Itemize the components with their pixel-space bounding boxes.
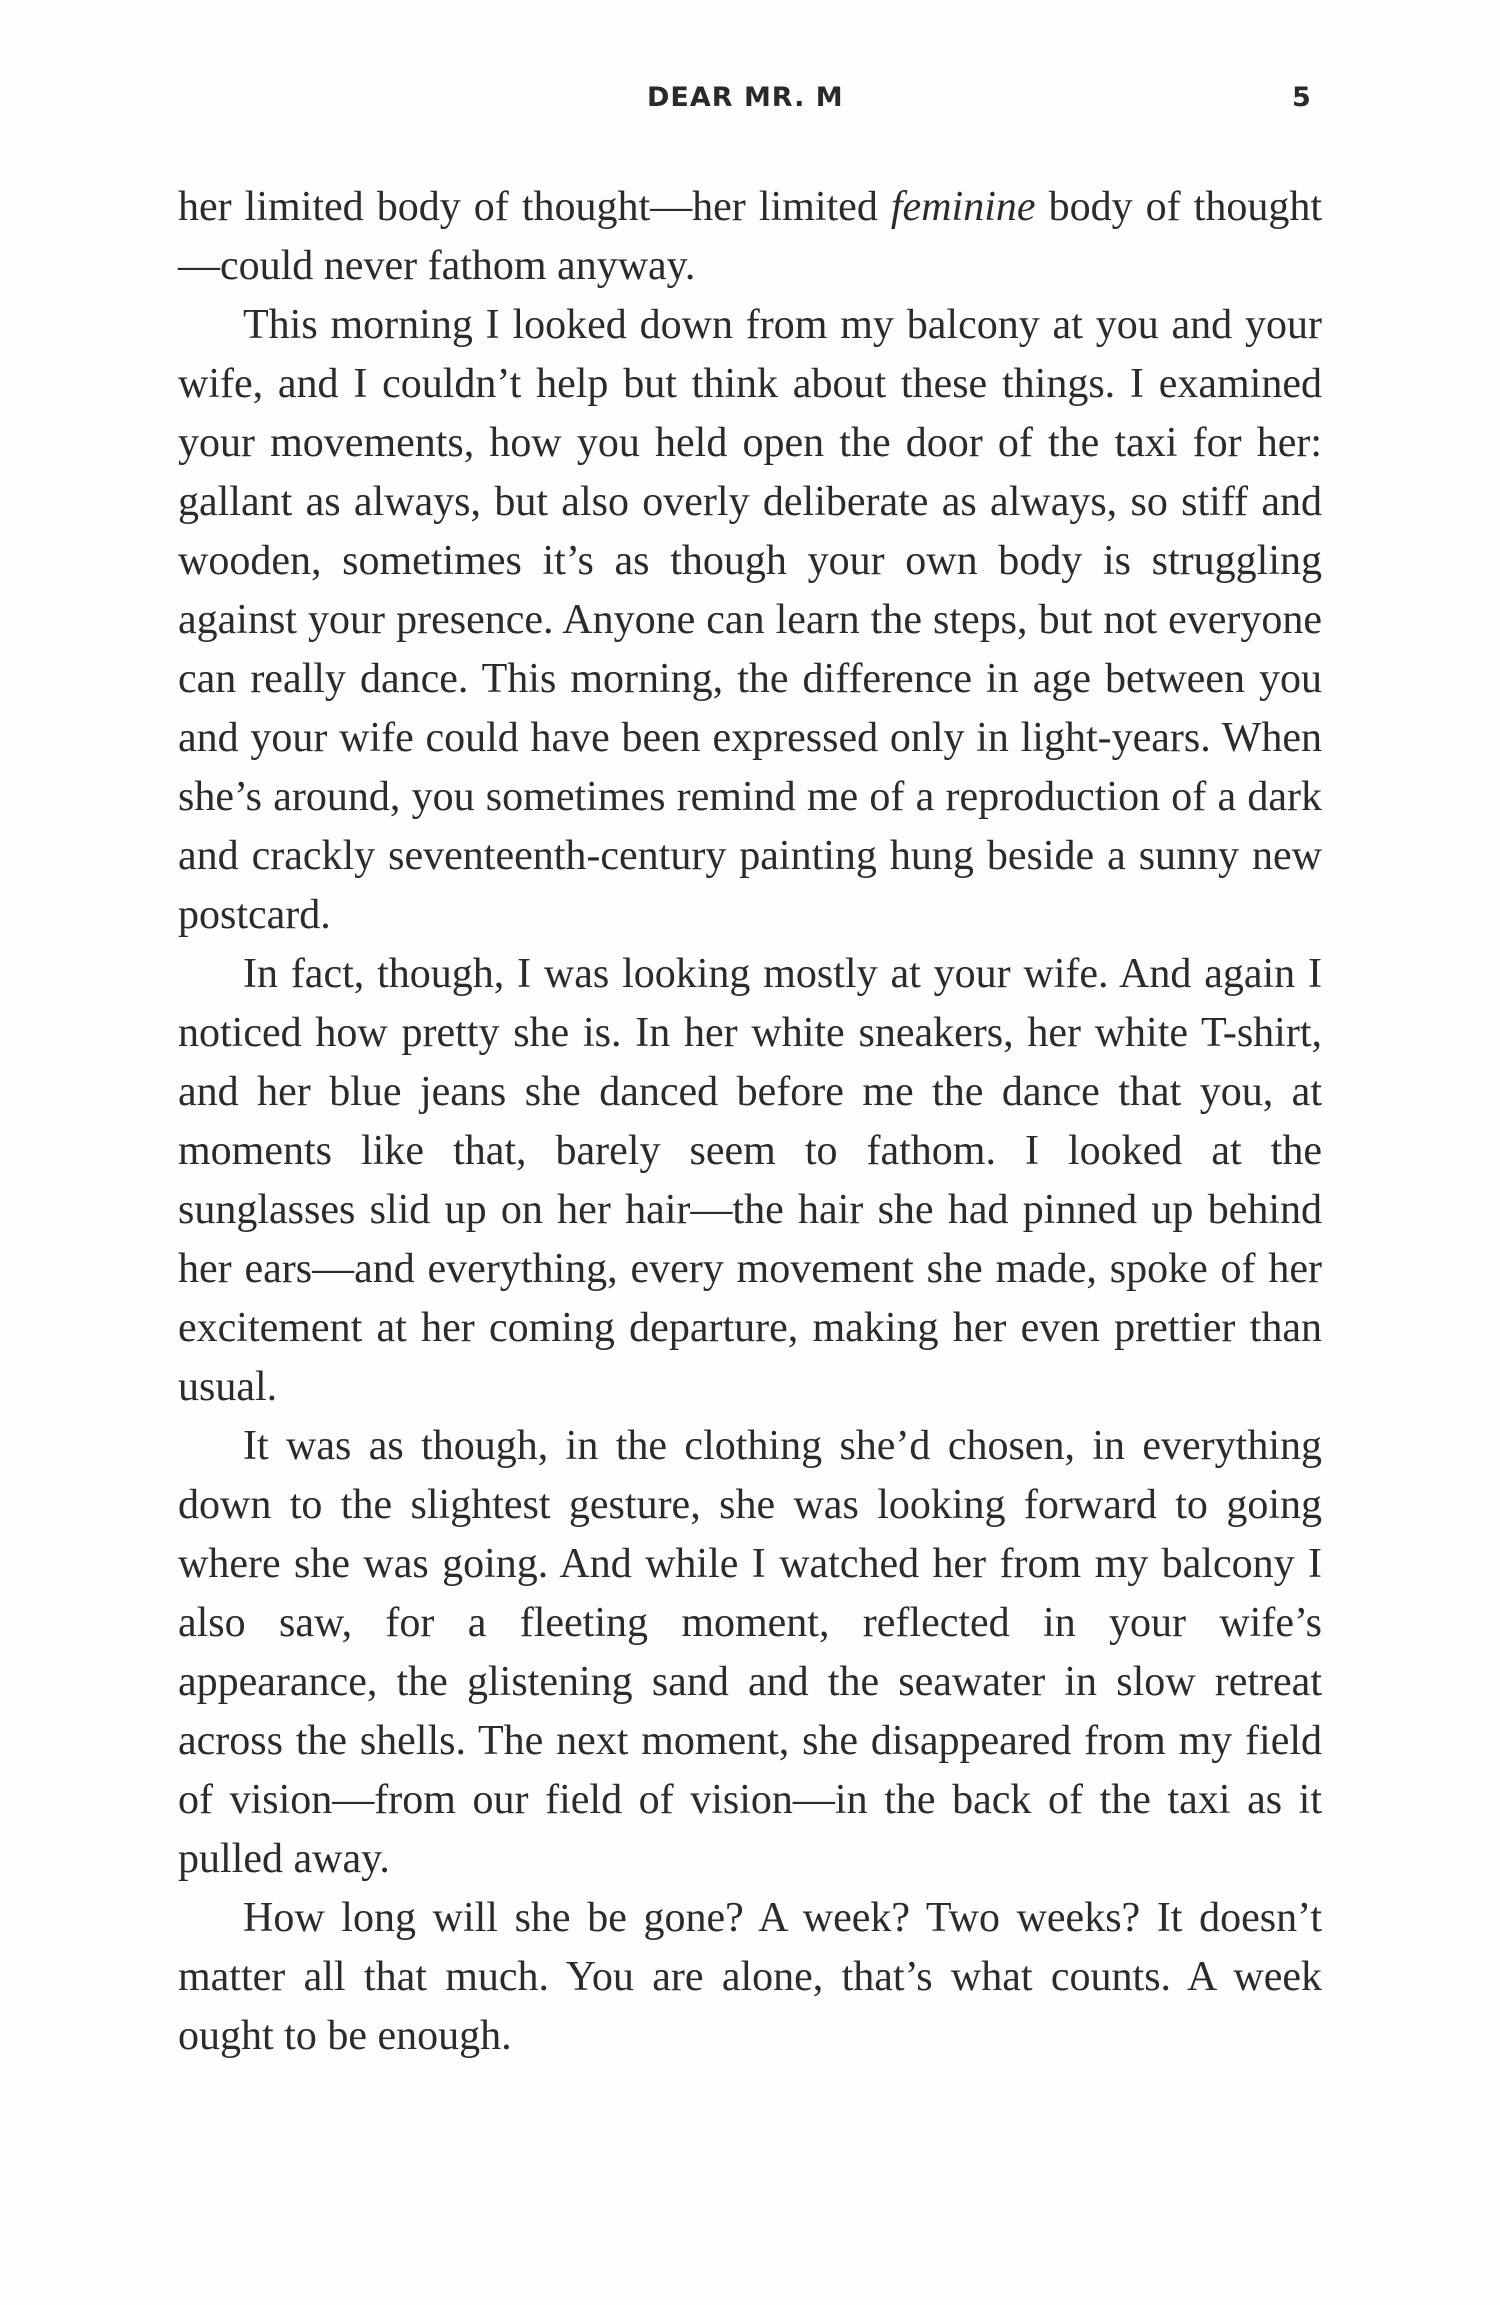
page-number: 5 <box>1292 82 1311 113</box>
paragraph: In fact, though, I was looking mostly at your wife. And again I noticed how pretty she is. In her white sneakers, her white T-shirt, and her blue jeans she danced before me the dance that you, at moments like that, barely seem to fathom. I looked at the sunglasses slid up on her hair—the hair she had pinned up behind her ears—and everything, every movement she made, spoke of her excitement at her coming departure, making her even prettier than usual. <box>178 951 1322 1410</box>
paragraph: How long will she be gone? A week? Two weeks? It doesn’t matter all that much. You are alone, that’s what counts. A week ought to be enough. <box>178 1895 1322 2059</box>
paragraph-continued <box>178 178 1322 296</box>
paragraph: This morning I looked down from my balcony at you and your wife, and I couldn’t help but think about these things. I examined your movements, how you held open the door of the taxi for her: gallant as always, but also overly deliberate as always, so stiff and wooden, sometimes it’s as though your own body is struggling against your presence. Anyone can learn the steps, but not everyone can really dance. This morning, the difference in age between you and your wife could have been expressed only in light-years. When she’s around, you sometimes remind me of a reproduction of a dark and crackly seventeenth-century painting hung beside a sunny new postcard. <box>178 302 1322 938</box>
running-head <box>0 82 1500 122</box>
paragraph-text-before-italic: her limited body of thought—her limited <box>178 184 891 230</box>
running-title: DEAR MR. M <box>647 82 844 113</box>
italic-word: feminine <box>890 184 1036 230</box>
paragraph: It was as though, in the clothing she’d chosen, in everything down to the slightest gesture, she was looking forward to going where she was going. And while I watched her from my balcony I also saw, for a fleeting moment, reflected in your wife’s appearance, the glistening sand and the seawater in slow retreat across the shells. The next moment, she disappeared from my field of vision—from our field of vision—in the back of the taxi as it pulled away. <box>178 1423 1322 1882</box>
body-text <box>178 178 1322 2066</box>
paragraph-text-after-italic: body of thought—could never fathom anyway. <box>178 184 1323 289</box>
